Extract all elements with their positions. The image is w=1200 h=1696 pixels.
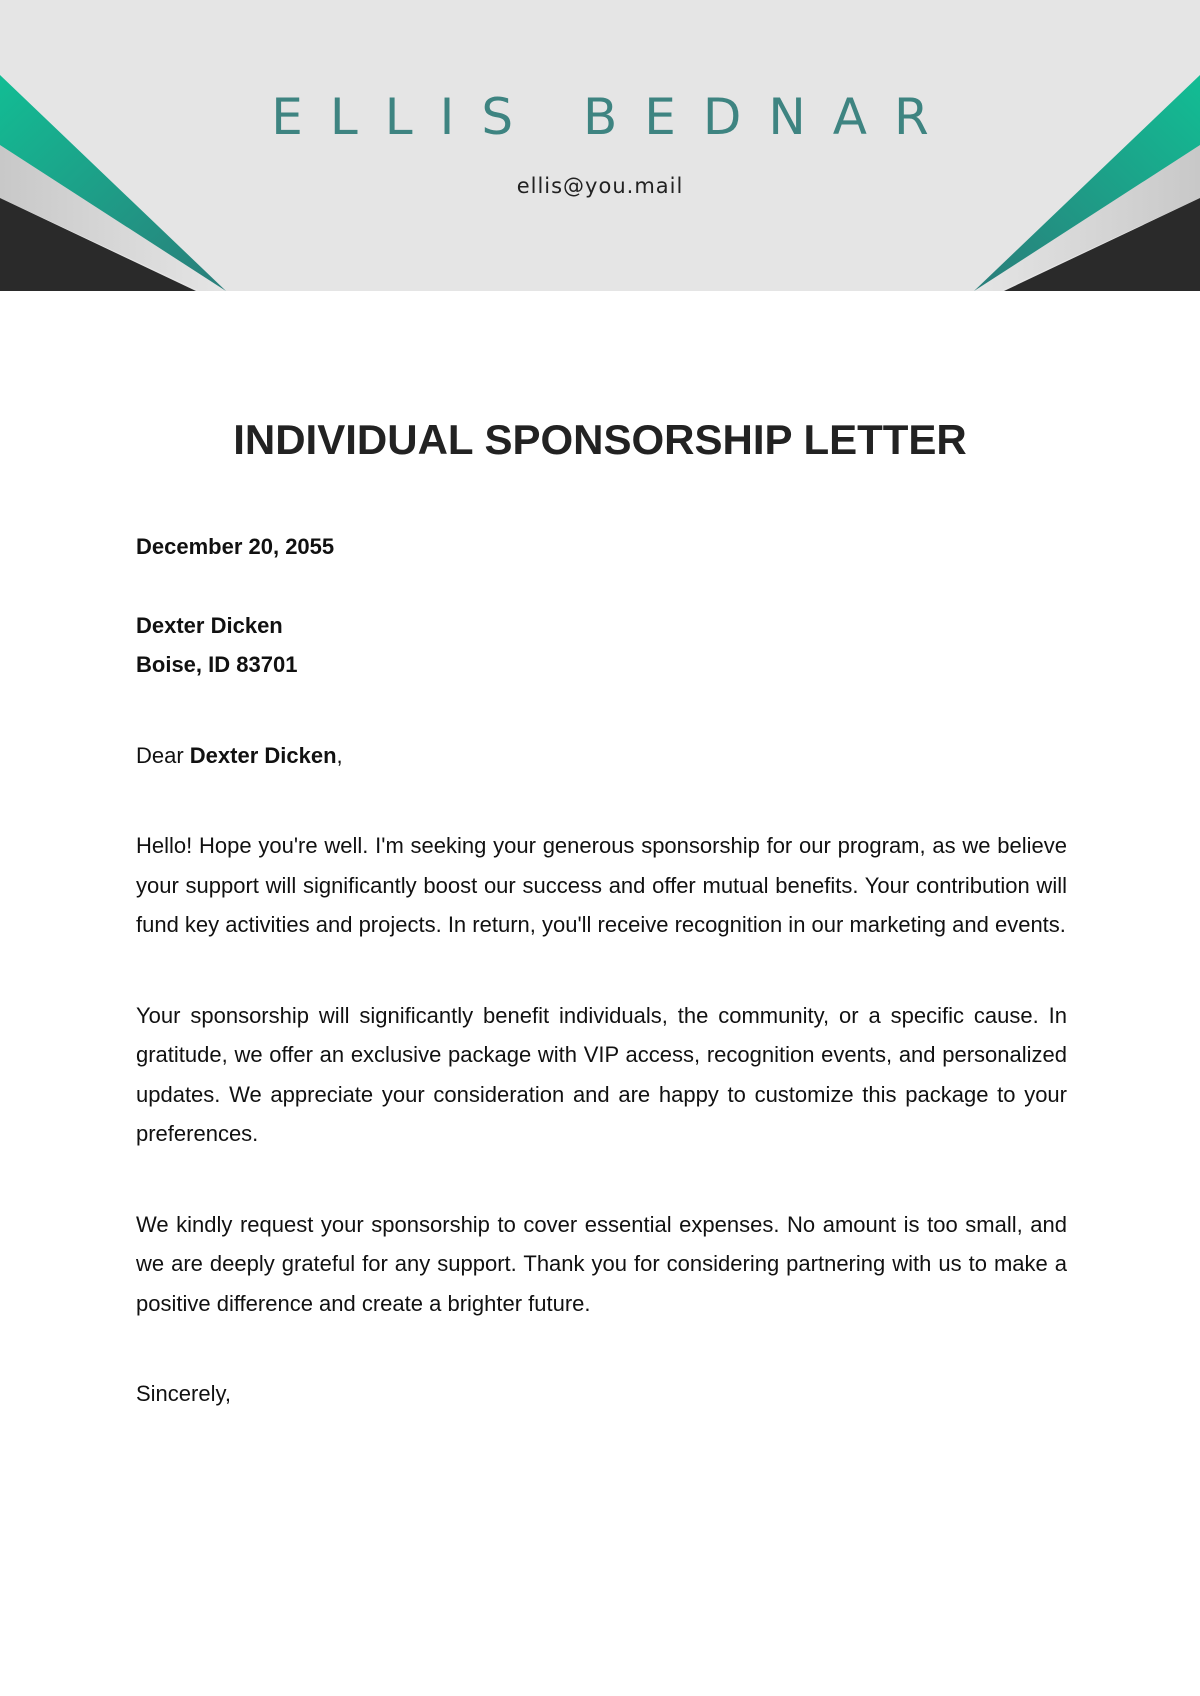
body-paragraph-1: Hello! Hope you're well. I'm seeking your generous sponsorship for our program, as we believe your support will significantly boost our success and offer mutual benefits. Your contribution will fund key activities and projects. In return, you'll receive recognition in our marketing and events.	[136, 833, 1067, 937]
body-paragraph-3: We kindly request your sponsorship to cover essential expenses. No amount is too small, and we are deeply grateful for any support. Thank you for considering partnering with us to make a positive difference and create a brighter future.	[136, 1211, 1067, 1316]
salutation	[136, 736, 1067, 776]
salutation-name: Dexter Dicken	[189, 742, 337, 768]
recipient-name: Dexter Dicken	[136, 612, 283, 638]
letterhead	[0, 0, 1200, 291]
closing: Sincerely,	[136, 1381, 231, 1406]
recipient-block	[136, 606, 1067, 685]
salutation-prefix: Dear	[136, 742, 190, 768]
body-paragraph-2: Your sponsorship will significantly benefit individuals, the community, or a specific cause. In gratitude, we offer an exclusive package with VIP access, recognition events, and personalized updates. We appreciate your consideration and are happy to customize this package to your preferences.	[136, 1002, 1067, 1146]
sender-name: ELLIS BEDNAR	[271, 88, 956, 146]
letter-body	[136, 527, 1067, 1414]
recipient-address: Boise, ID 83701	[136, 652, 298, 677]
sender-email: ellis@you.mail	[516, 174, 684, 198]
salutation-suffix: ,	[336, 742, 343, 768]
letter-title: INDIVIDUAL SPONSORSHIP LETTER	[233, 416, 967, 463]
letter-date: December 20, 2055	[136, 534, 335, 559]
